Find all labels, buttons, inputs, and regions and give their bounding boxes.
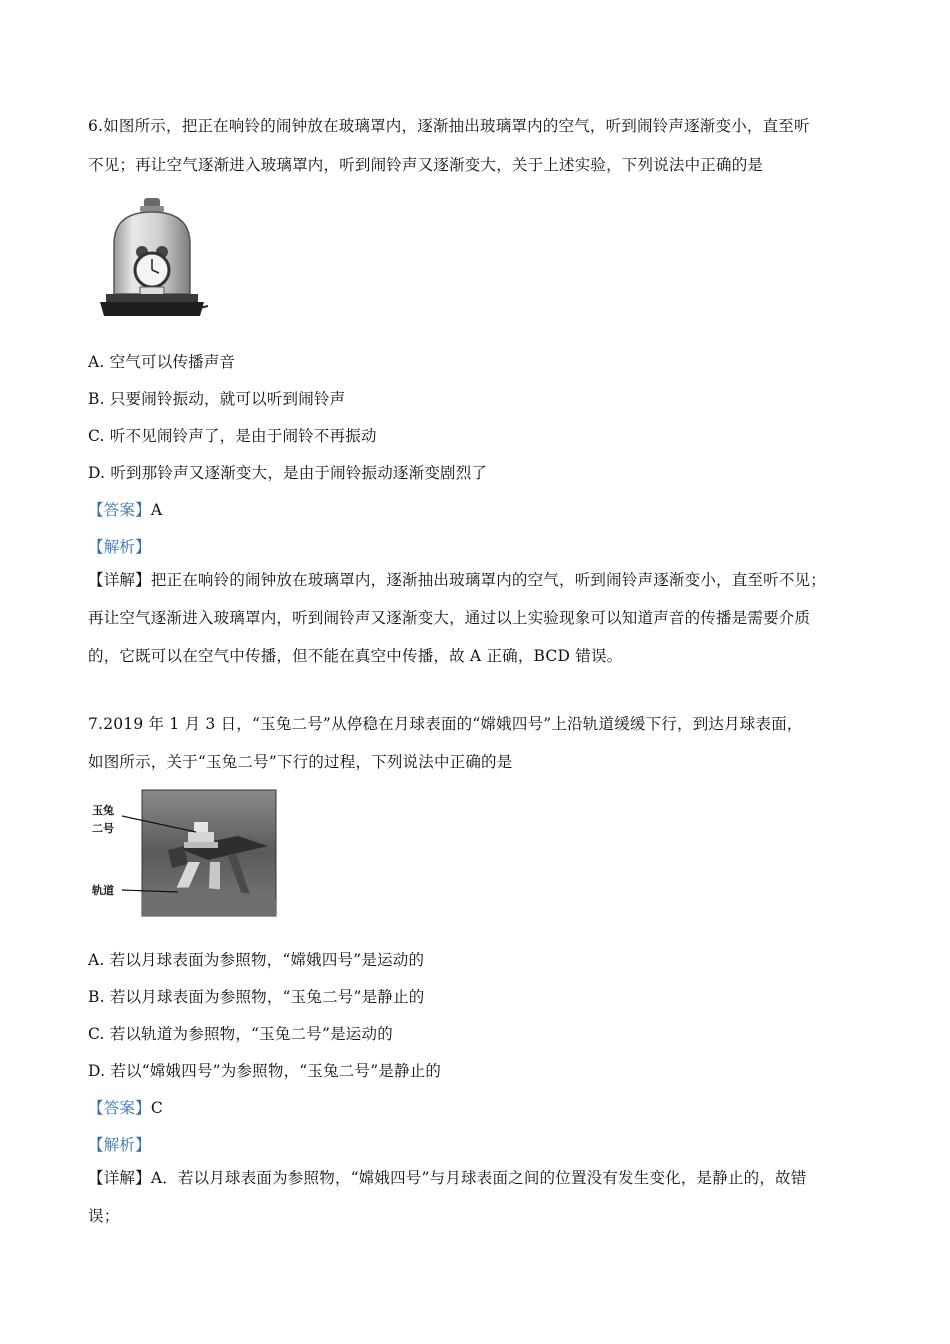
q6-option-c: C. 听不见闹铃声了，是由于闹铃不再振动 <box>88 427 377 445</box>
q7-option-c: C. 若以轨道为参照物，“玉兔二号”是运动的 <box>88 1025 393 1043</box>
q6-detail-line1 <box>88 570 826 590</box>
q6-detail-tag: 【详解】 <box>88 571 151 589</box>
rover-photo <box>88 788 280 918</box>
q7-analysis-tag: 【解析】 <box>88 1136 151 1154</box>
q6-stem-line1: 6.如图所示，把正在响铃的闹钟放在玻璃罩内，逐渐抽出玻璃罩内的空气，听到闹铃声逐渐变小，直至听 <box>88 117 810 135</box>
q6-detail-text1: 把正在响铃的闹钟放在玻璃罩内，逐渐抽出玻璃罩内的空气，听到闹铃声逐渐变小，直至听不见； <box>150 571 826 589</box>
q6-analysis-tag: 【解析】 <box>88 538 151 556</box>
rover-label-line2: 二号 <box>92 822 114 835</box>
q7-option-a: A. 若以月球表面为参照物，“嫦娥四号”是运动的 <box>88 951 425 969</box>
q6-answer-value: A <box>150 501 163 519</box>
q7-answer <box>88 1098 163 1118</box>
q6-option-b: B. 只要闹铃振动，就可以听到闹铃声 <box>88 390 346 408</box>
q6-answer <box>88 500 162 520</box>
q6-option-d: D. 听到那铃声又逐渐变大，是由于闹铃振动逐渐变剧烈了 <box>88 464 488 482</box>
q7-answer-tag: 【答案】 <box>88 1099 151 1117</box>
q6-option-a: A. 空气可以传播声音 <box>88 353 236 371</box>
q7-stem-line2: 如图所示，关于“玉兔二号”下行的过程，下列说法中正确的是 <box>88 753 513 771</box>
q6-detail-line2: 再让空气逐渐进入玻璃罩内，听到闹铃声又逐渐变大，通过以上实验现象可以知道声音的传播是需要介质 <box>88 609 811 627</box>
q6-stem-line2: 不见；再让空气逐渐进入玻璃罩内，听到闹铃声又逐渐变大，关于上述实验，下列说法中正确的是 <box>88 156 764 174</box>
q7-option-d: D. 若以“嫦娥四号”为参照物，“玉兔二号”是静止的 <box>88 1062 442 1080</box>
bell-jar-illustration <box>96 194 208 326</box>
q7-answer-value: C <box>150 1099 163 1117</box>
q6-answer-tag: 【答案】 <box>88 501 151 519</box>
q7-stem-line1: 7.2019 年 1 月 3 日，“玉兔二号”从停稳在月球表面的“嫦娥四号”上沿轨道缓缓下行，到达月球表面， <box>88 715 803 733</box>
q7-detail-line2: 误； <box>88 1207 120 1225</box>
track-label: 轨道 <box>92 884 114 897</box>
rover-label-line1: 玉兔 <box>92 804 114 817</box>
q7-detail-text1: A．若以月球表面为参照物，“嫦娥四号”与月球表面之间的位置没有发生变化，是静止的，故错 <box>150 1169 807 1187</box>
q7-detail-tag: 【详解】 <box>88 1169 151 1187</box>
bell-jar-figure <box>96 194 208 326</box>
rover-figure <box>88 788 280 918</box>
q6-detail-line3: 的，它既可以在空气中传播，但不能在真空中传播，故 A 正确，BCD 错误。 <box>88 647 623 665</box>
q7-option-b: B. 若以月球表面为参照物，“玉兔二号”是静止的 <box>88 988 425 1006</box>
q7-detail-line1 <box>88 1168 806 1188</box>
